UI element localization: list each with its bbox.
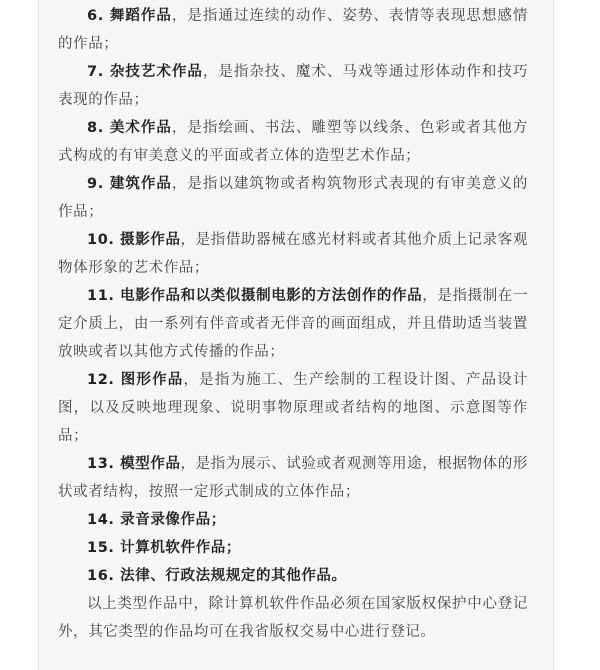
item-model: 13. 模型作品，是指为展示、试验或者观测等用途，根据物体的形状或者结构，按照一定形式制成的立体作品； xyxy=(58,456,528,500)
item-fine-art: 8. 美术作品，是指绘画、书法、雕塑等以线条、色彩或者其他方式构成的有审美意义的平面或者立体的造型艺术作品； xyxy=(58,120,528,164)
item-software: 15. 计算机软件作品； xyxy=(87,540,241,556)
closing-paragraph: 以上类型作品中，除计算机软件作品必须在国家版权保护中心登记外，其它类型的作品均可在我省版权交易中心进行登记。 xyxy=(58,596,528,640)
item-dance: 6. 舞蹈作品，是指通过连续的动作、姿势、表情等表现思想感情的作品； xyxy=(58,8,528,52)
item-graphic: 12. 图形作品，是指为施工、生产绘制的工程设计图、产品设计图，以及反映地理现象、说明事物原理或者结构的地图、示意图等作品； xyxy=(58,372,528,444)
item-audio-video: 14. 录音录像作品； xyxy=(87,512,226,528)
article-content xyxy=(58,2,528,646)
item-acrobatics: 7. 杂技艺术作品，是指杂技、魔术、马戏等通过形体动作和技巧表现的作品； xyxy=(58,64,528,108)
item-architecture: 9. 建筑作品，是指以建筑物或者构筑物形式表现的有审美意义的作品； xyxy=(58,176,528,220)
item-film: 11. 电影作品和以类似摄制电影的方法创作的作品，是指摄制在一定介质上，由一系列有伴音或者无伴音的画面组成，并且借助适当装置放映或者以其他方式传播的作品； xyxy=(58,288,528,360)
item-other: 16. 法律、行政法规规定的其他作品。 xyxy=(87,568,347,584)
item-photography: 10. 摄影作品，是指借助器械在感光材料或者其他介质上记录客观物体形象的艺术作品； xyxy=(58,232,528,276)
